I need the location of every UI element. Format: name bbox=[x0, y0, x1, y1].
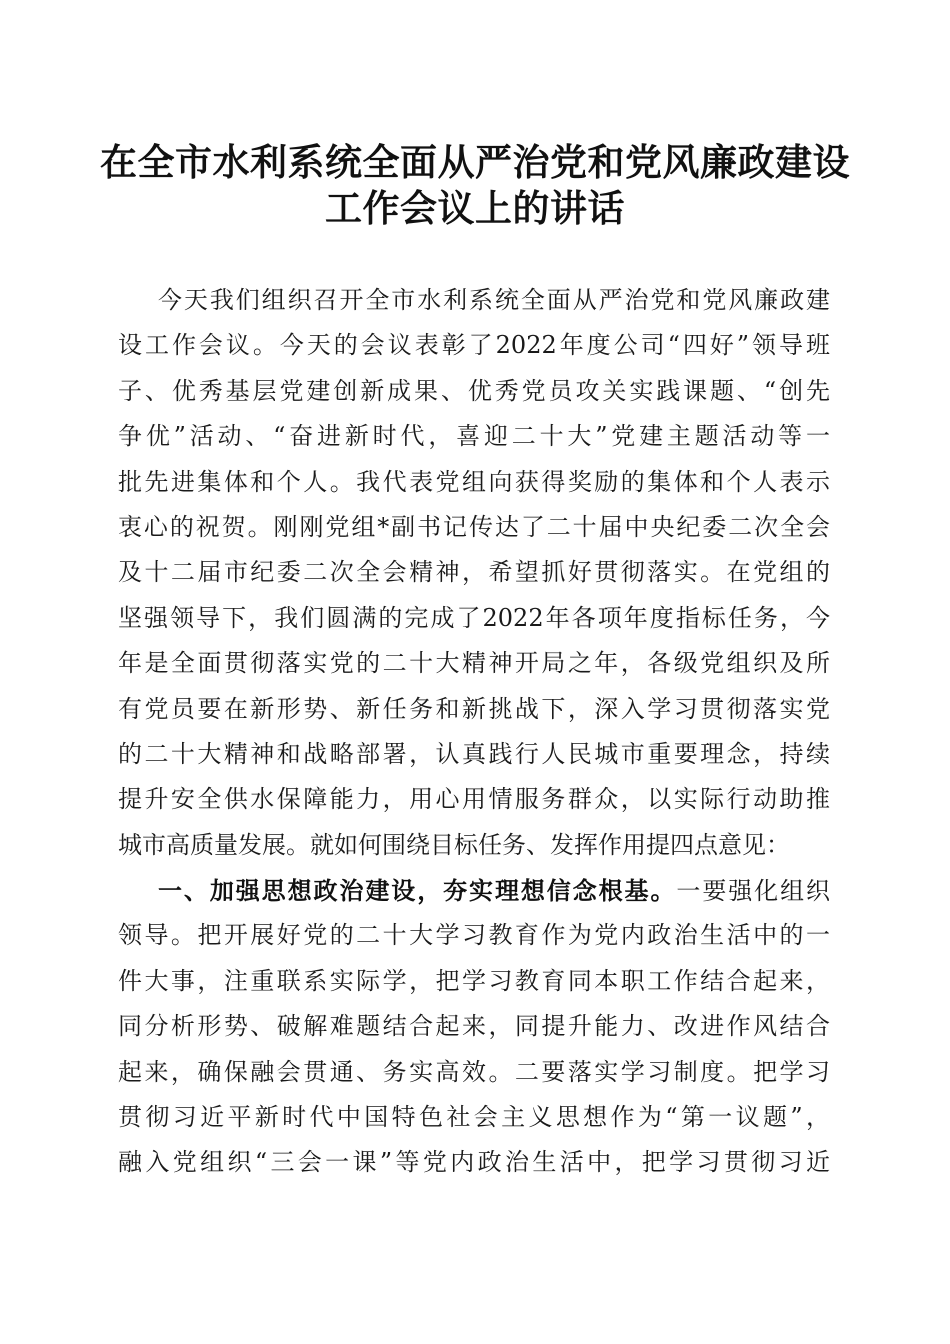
paragraph-line: 融入党组织“三会一课”等党内政治生活中，把学习贯彻习近 bbox=[118, 1148, 830, 1177]
paragraph-line: 贯彻习近平新时代中国特色社会主义思想作为“第一议题”， bbox=[118, 1103, 830, 1132]
paragraph-line: 件大事，注重联系实际学，把学习教育同本职工作结合起来， bbox=[118, 966, 830, 995]
paragraph-line: 城市高质量发展。就如何围绕目标任务、发挥作用提四点意见： bbox=[118, 830, 790, 859]
speech-body bbox=[118, 278, 830, 1186]
paragraph-line: 提升安全供水保障能力，用心用情服务群众，以实际行动助推 bbox=[118, 785, 830, 814]
document-title-line-2: 工作会议上的讲话 bbox=[325, 186, 625, 230]
paragraph-line: 年是全面贯彻落实党的二十大精神开局之年，各级党组织及所 bbox=[118, 649, 830, 678]
paragraph-line: 领导。把开展好党的二十大学习教育作为党内政治生活中的一 bbox=[118, 921, 830, 950]
document-title-line-1: 在全市水利系统全面从严治党和党风廉政建设 bbox=[100, 140, 850, 184]
paragraph-line: 起来，确保融会贯通、务实高效。二要落实学习制度。把学习 bbox=[118, 1057, 830, 1086]
paragraph-line: 坚强领导下，我们圆满的完成了2022年各项年度指标任务，今 bbox=[118, 603, 830, 632]
paragraph-line: 同分析形势、破解难题结合起来，同提升能力、改进作风结合 bbox=[118, 1012, 830, 1041]
paragraph-line: 争优”活动、“奋进新时代，喜迎二十大”党建主题活动等一 bbox=[118, 422, 830, 451]
paragraph-line: 衷心的祝贺。刚刚党组*副书记传达了二十届中央纪委二次全会 bbox=[118, 512, 830, 541]
paragraph-line: 的二十大精神和战略部署，认真践行人民城市重要理念，持续 bbox=[118, 739, 830, 768]
paragraph-line: 今天我们组织召开全市水利系统全面从严治党和党风廉政建 bbox=[158, 286, 830, 314]
paragraph-line: 有党员要在新形势、新任务和新挑战下，深入学习贯彻落实党 bbox=[118, 694, 830, 723]
paragraph-line: 设工作会议。今天的会议表彰了2022年度公司“四好”领导班 bbox=[118, 331, 830, 360]
paragraph-line: 批先进集体和个人。我代表党组向获得奖励的集体和个人表示 bbox=[118, 467, 830, 496]
paragraph-line: 子、优秀基层党建创新成果、优秀党员攻关实践课题、“创先 bbox=[118, 376, 830, 405]
section-1-first-line-rest: 一要强化组织 bbox=[676, 877, 831, 906]
section-1-heading: 一、加强思想政治建设，夯实理想信念根基。 bbox=[158, 876, 677, 906]
paragraph-line: 及十二届市纪委二次全会精神，希望抓好贯彻落实。在党组的 bbox=[118, 558, 830, 587]
section-1-first-line bbox=[118, 868, 830, 913]
